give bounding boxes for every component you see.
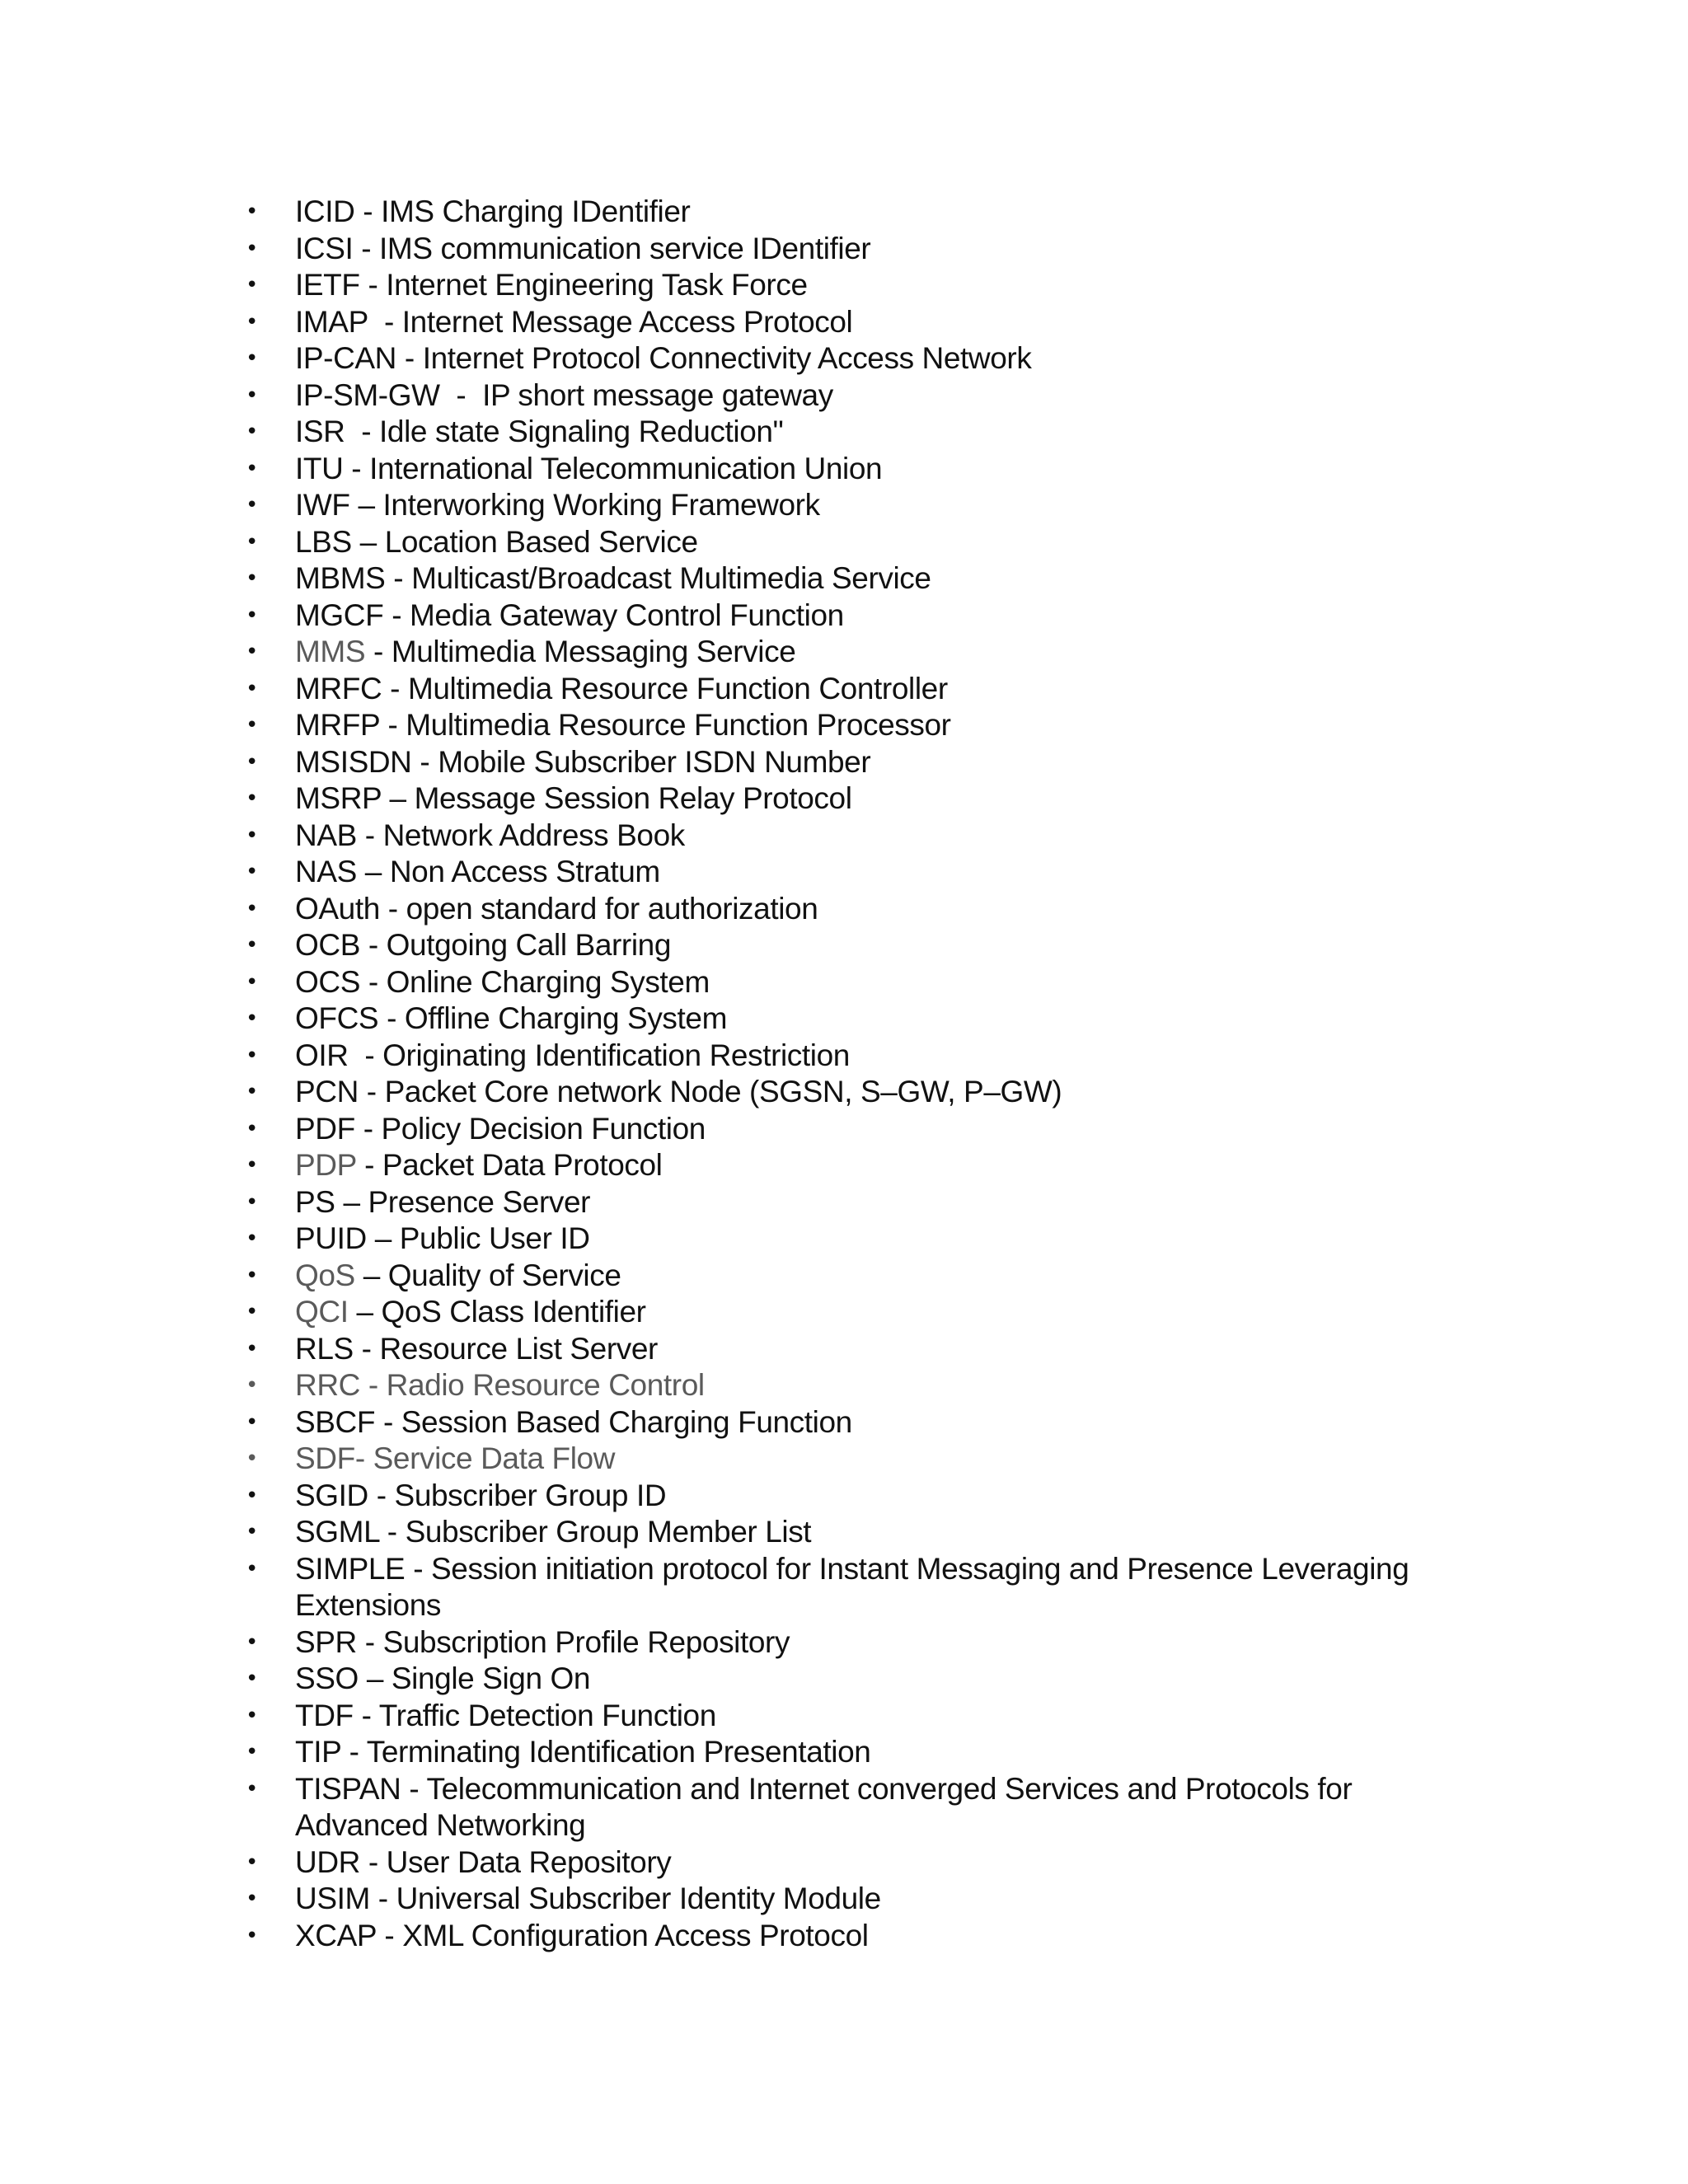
acronym-separator: -: [378, 1001, 405, 1035]
acronym-definition: Universal Subscriber Identity Module: [396, 1882, 881, 1915]
acronym-definition: Internet Protocol Connectivity Access Network: [422, 341, 1032, 375]
list-item: [0, 487, 1688, 524]
acronym-definition: XML Configuration Access Protocol: [402, 1918, 869, 1952]
acronym-separator: –: [349, 488, 383, 522]
acronym-separator: -: [356, 1148, 382, 1182]
bullet-icon: •: [246, 1300, 258, 1324]
list-item: [0, 1221, 1688, 1258]
list-item: [0, 598, 1688, 635]
acronym-separator: -: [359, 1844, 387, 1879]
list-item: [0, 1111, 1688, 1148]
acronym-term: MRFC: [295, 671, 382, 705]
acronym-definition: Internet Engineering Task Force: [386, 268, 808, 302]
list-item: [0, 707, 1688, 744]
bullet-icon: •: [246, 823, 258, 848]
list-item: [0, 1038, 1688, 1075]
acronym-term: XCAP: [295, 1918, 377, 1952]
acronym-separator: –: [356, 855, 390, 888]
bullet-icon: •: [246, 1923, 258, 1948]
acronym-separator: -: [354, 1441, 373, 1475]
list-item: [0, 560, 1688, 598]
list-item: [0, 1367, 1688, 1404]
acronym-separator: -: [356, 818, 383, 852]
acronym-separator: -: [439, 377, 483, 412]
bullet-icon: •: [246, 309, 258, 335]
acronym-separator: -: [379, 708, 406, 742]
acronym-term: PCN: [295, 1075, 359, 1108]
bullet-icon: •: [246, 382, 258, 408]
acronym-separator: -: [356, 1624, 383, 1659]
list-item: [0, 744, 1688, 781]
acronym-definition: Interworking Working Framework: [382, 488, 820, 522]
acronym-definition: Non Access Stratum: [389, 855, 660, 888]
list-item: [0, 414, 1688, 451]
acronym-term: SBCF: [295, 1404, 376, 1439]
bullet-icon: •: [246, 566, 258, 591]
acronym-term: NAB: [295, 818, 357, 852]
acronym-separator: –: [366, 1221, 400, 1255]
list-item: [0, 1404, 1688, 1441]
acronym-definition: Policy Decision Function: [381, 1111, 706, 1146]
bullet-icon: •: [246, 1189, 258, 1215]
list-item: [0, 451, 1688, 488]
acronym-definition: Session initiation protocol for Instant Messaging and Presence Leveraging Extensions: [295, 1551, 1409, 1622]
acronym-separator: -: [354, 194, 382, 228]
acronym-separator: -: [359, 964, 387, 999]
acronym-term: IETF: [295, 268, 360, 302]
acronym-separator: –: [351, 524, 385, 559]
acronym-term: MMS: [295, 635, 366, 668]
list-item: [0, 854, 1688, 891]
acronym-separator: -: [359, 928, 387, 962]
acronym-separator: -: [379, 891, 406, 926]
list-item: [0, 267, 1688, 304]
bullet-icon: •: [246, 676, 258, 701]
acronym-separator: -: [405, 1551, 432, 1586]
acronym-term: TDF: [295, 1698, 354, 1732]
acronym-separator: –: [358, 1661, 392, 1695]
acronym-separator: -: [376, 1918, 403, 1952]
bullet-icon: •: [246, 896, 258, 921]
bullet-icon: •: [246, 1080, 258, 1104]
list-item: [0, 1918, 1688, 1955]
acronym-term: ICID: [295, 194, 355, 228]
acronym-term: RRC: [295, 1368, 360, 1402]
bullet-icon: •: [246, 1849, 258, 1875]
acronym-definition: Online Charging System: [386, 964, 710, 999]
acronym-separator: -: [385, 561, 412, 595]
acronym-definition: Packet Data Protocol: [382, 1148, 663, 1182]
acronym-definition: Multicast/Broadcast Multimedia Service: [411, 561, 931, 595]
acronym-definition: Terminating Identification Presentation: [366, 1735, 871, 1769]
acronym-definition: Idle state Signaling Reduction": [379, 415, 784, 448]
list-item: [0, 1551, 1688, 1624]
acronym-term: RLS: [295, 1331, 354, 1366]
bullet-icon: •: [246, 1629, 258, 1655]
acronym-separator: -: [359, 268, 387, 302]
acronym-term: QCI: [295, 1295, 349, 1329]
bullet-icon: •: [246, 1043, 258, 1068]
acronym-term: MGCF: [295, 598, 384, 632]
acronym-separator: -: [340, 1735, 367, 1769]
list-item: [0, 671, 1688, 708]
acronym-definition: Presence Server: [368, 1184, 591, 1219]
list-item: [0, 1734, 1688, 1771]
list-item: [0, 1147, 1688, 1184]
bullet-icon: •: [246, 1886, 258, 1911]
list-item: [0, 634, 1688, 671]
list-item: [0, 1624, 1688, 1661]
bullet-icon: •: [246, 1263, 258, 1288]
acronym-term: SIMPLE: [295, 1551, 406, 1586]
acronym-term: SPR: [295, 1624, 357, 1659]
acronym-separator: -: [343, 451, 370, 485]
acronym-separator: -: [411, 744, 438, 779]
bullet-icon: •: [246, 713, 258, 738]
bullet-icon: •: [246, 1116, 258, 1141]
acronym-term: UDR: [295, 1844, 360, 1879]
list-item: [0, 194, 1688, 231]
acronym-term: IP-SM-GW: [295, 377, 440, 412]
bullet-icon: •: [246, 1740, 258, 1765]
acronym-term: IP-CAN: [295, 341, 396, 375]
acronym-definition: Outgoing Call Barring: [386, 928, 672, 962]
acronym-separator: -: [368, 304, 402, 339]
acronym-definition: User Data Repository: [386, 1844, 672, 1879]
acronym-term: PUID: [295, 1221, 367, 1255]
bullet-icon: •: [246, 1409, 258, 1435]
acronym-term: OIR: [295, 1038, 349, 1072]
list-item: [0, 1771, 1688, 1844]
acronym-definition: Single Sign On: [391, 1661, 591, 1695]
acronym-definition: Service Data Flow: [373, 1441, 616, 1475]
bullet-icon: •: [246, 273, 258, 298]
bullet-icon: •: [246, 199, 258, 224]
acronym-term: SGID: [295, 1478, 368, 1512]
acronym-separator: –: [335, 1184, 368, 1219]
acronym-term: TISPAN: [295, 1771, 401, 1806]
acronym-term: ISR: [295, 415, 345, 448]
list-item: [0, 964, 1688, 1001]
acronym-definition: Quality of Service: [387, 1258, 621, 1292]
acronym-separator: -: [354, 1111, 382, 1146]
bullet-icon: •: [246, 1336, 258, 1361]
acronym-definition: IMS Charging IDentifier: [381, 194, 691, 228]
list-item: [0, 1478, 1688, 1515]
acronym-term: OCS: [295, 964, 360, 999]
bullet-icon: •: [246, 1483, 258, 1508]
list-item: [0, 1184, 1688, 1221]
list-item: [0, 1331, 1688, 1368]
acronym-definition: Multimedia Messaging Service: [391, 635, 796, 668]
acronym-definition: Traffic Detection Function: [378, 1698, 716, 1732]
acronym-definition: open standard for authorization: [406, 891, 818, 926]
acronym-definition: Radio Resource Control: [386, 1368, 705, 1402]
acronym-separator: -: [382, 671, 408, 705]
bullet-icon: •: [246, 1153, 258, 1178]
acronym-term: OFCS: [295, 1001, 379, 1035]
bullet-icon: •: [246, 1006, 258, 1031]
acronym-separator: -: [353, 231, 380, 265]
acronym-definition: Subscriber Group Member List: [405, 1515, 812, 1549]
bullet-icon: •: [246, 1666, 258, 1691]
acronym-separator: -: [383, 598, 410, 632]
acronym-term: USIM: [295, 1882, 370, 1915]
bullet-icon: •: [246, 236, 258, 261]
acronym-term: MSISDN: [295, 744, 412, 779]
bullet-icon: •: [246, 640, 258, 664]
bullet-icon: •: [246, 933, 258, 958]
acronym-definition: Originating Identification Restriction: [382, 1038, 850, 1072]
list-item: [0, 1844, 1688, 1882]
acronym-term: SSO: [295, 1661, 359, 1695]
list-item: [0, 818, 1688, 855]
acronym-separator: -: [345, 415, 380, 448]
bullet-icon: •: [246, 419, 258, 444]
list-item: [0, 1698, 1688, 1735]
bullet-icon: •: [246, 1776, 258, 1802]
acronym-definition: Location Based Service: [384, 524, 698, 559]
acronym-definition: Offline Charging System: [404, 1001, 728, 1035]
acronym-separator: -: [396, 341, 423, 375]
bullet-icon: •: [246, 529, 258, 555]
acronym-definition: International Telecommunication Union: [369, 451, 883, 485]
acronym-term: MRFP: [295, 708, 380, 742]
bullet-icon: •: [246, 1226, 258, 1251]
bullet-icon: •: [246, 1520, 258, 1544]
bullet-icon: •: [246, 602, 258, 628]
acronym-separator: -: [353, 1331, 380, 1366]
bullet-icon: •: [246, 1446, 258, 1471]
acronym-term: PDP: [295, 1148, 357, 1182]
acronym-separator: -: [375, 1404, 401, 1439]
bullet-icon: •: [246, 749, 258, 775]
bullet-icon: •: [246, 786, 258, 811]
acronym-separator: –: [348, 1295, 382, 1329]
acronym-term: QoS: [295, 1258, 355, 1292]
acronym-definition: Telecommunication and Internet converged Services and Protocols for Advanced Networking: [295, 1771, 1353, 1842]
acronym-definition: Multimedia Resource Function Processor: [406, 708, 951, 742]
list-item: [0, 231, 1688, 268]
list-item: [0, 340, 1688, 377]
acronym-definition: Subscriber Group ID: [394, 1478, 667, 1512]
acronym-term: ITU: [295, 451, 344, 485]
acronym-separator: -: [378, 1515, 406, 1549]
bullet-icon: •: [246, 1703, 258, 1728]
bullet-icon: •: [246, 1373, 258, 1398]
acronym-definition: Multimedia Resource Function Controller: [407, 671, 948, 705]
acronym-separator: -: [369, 1882, 396, 1915]
acronym-term: IWF: [295, 488, 350, 522]
bullet-icon: •: [246, 969, 258, 995]
acronym-definition: Public User ID: [399, 1221, 590, 1255]
acronym-definition: Media Gateway Control Function: [410, 598, 844, 632]
list-item: [0, 304, 1688, 341]
acronym-term: NAS: [295, 855, 357, 888]
acronym-separator: -: [353, 1698, 379, 1732]
list-item: [0, 1258, 1688, 1295]
bullet-icon: •: [246, 860, 258, 884]
list-item: [0, 891, 1688, 928]
acronym-definition: Resource List Server: [379, 1331, 658, 1366]
acronym-definition: QoS Class Identifier: [381, 1295, 646, 1329]
bullet-icon: •: [246, 346, 258, 371]
acronym-term: LBS: [295, 524, 352, 559]
list-item: [0, 1441, 1688, 1478]
acronym-definition: Subscription Profile Repository: [382, 1624, 790, 1659]
list-item: [0, 524, 1688, 561]
acronym-term: MBMS: [295, 561, 386, 595]
acronym-term: ICSI: [295, 231, 354, 265]
acronym-definition: Session Based Charging Function: [401, 1404, 852, 1439]
acronym-separator: -: [348, 1038, 383, 1072]
acronym-term: TIP: [295, 1735, 341, 1769]
acronym-term: SGML: [295, 1515, 379, 1549]
acronym-term: MSRP: [295, 781, 382, 815]
bullet-icon: •: [246, 1556, 258, 1582]
acronym-separator: -: [368, 1478, 395, 1512]
acronym-definition: Message Session Relay Protocol: [414, 781, 852, 815]
acronym-definition: IMS communication service IDentifier: [379, 231, 871, 265]
list-item: [0, 1514, 1688, 1551]
list-item: [0, 1074, 1688, 1111]
list-item: [0, 1294, 1688, 1331]
acronym-definition: Network Address Book: [382, 818, 685, 852]
list-item: [0, 927, 1688, 964]
acronym-term: PDF: [295, 1111, 355, 1146]
acronym-separator: -: [358, 1075, 385, 1108]
acronym-separator: –: [354, 1258, 388, 1292]
bullet-icon: •: [246, 493, 258, 518]
acronym-term: OCB: [295, 928, 360, 962]
list-item: [0, 1661, 1688, 1698]
acronym-term: SDF: [295, 1441, 355, 1475]
acronym-term: PS: [295, 1184, 335, 1219]
acronym-definition: Packet Core network Node (SGSN, S–GW, P–GW): [384, 1075, 1062, 1108]
acronym-separator: -: [401, 1771, 427, 1806]
acronym-separator: -: [365, 635, 392, 668]
acronym-separator: –: [381, 781, 415, 815]
acronym-separator: -: [359, 1368, 387, 1402]
list-item: [0, 780, 1688, 818]
acronym-definition: IP short message gateway: [482, 377, 833, 412]
acronym-term: OAuth: [295, 891, 380, 926]
bullet-icon: •: [246, 456, 258, 481]
acronym-definition: Internet Message Access Protocol: [401, 304, 853, 339]
acronym-list: [0, 194, 1688, 1954]
acronym-term: IMAP: [295, 304, 368, 339]
list-item: [0, 1881, 1688, 1918]
list-item: [0, 377, 1688, 415]
list-item: [0, 1001, 1688, 1038]
acronym-definition: Mobile Subscriber ISDN Number: [438, 744, 871, 779]
